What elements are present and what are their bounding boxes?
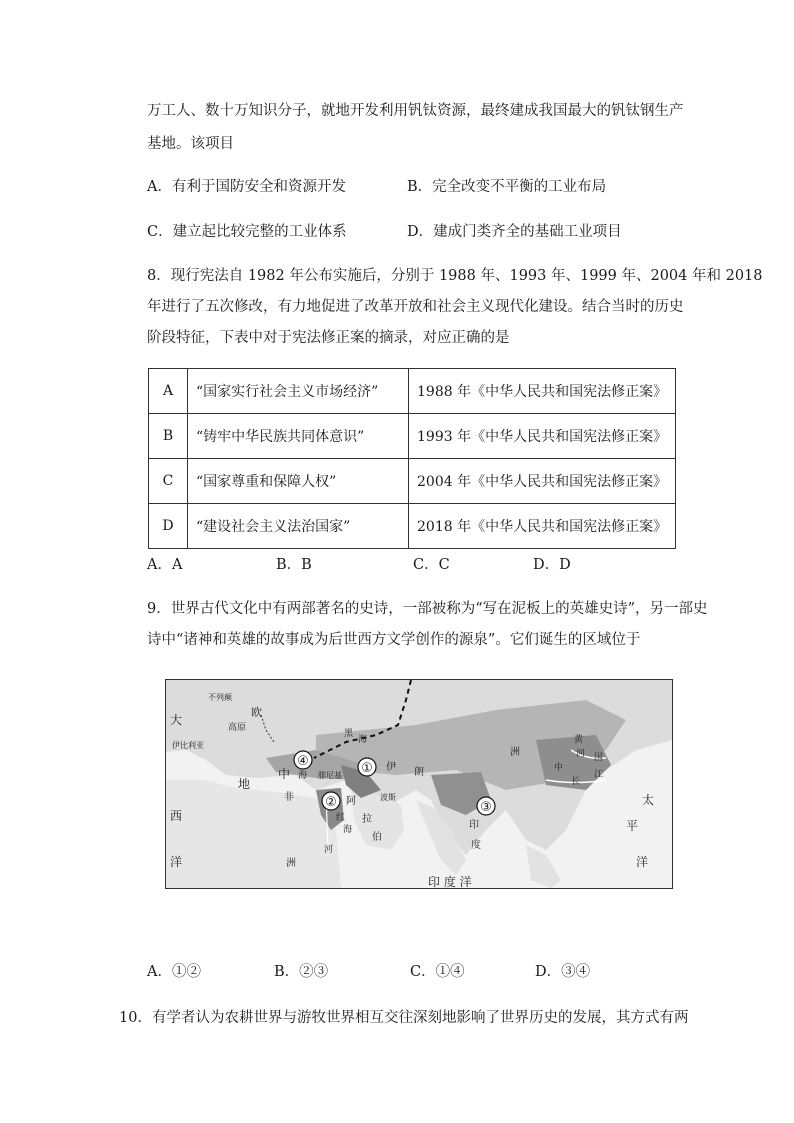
marker-4 — [294, 751, 312, 769]
label-yibiliya: 伊比利亚 — [172, 741, 204, 750]
label-yin: 印 — [469, 820, 479, 831]
amendment-table — [148, 368, 676, 549]
label-a: 阿 — [346, 796, 356, 807]
map-graphic — [166, 680, 672, 888]
q8-option-c[interactable]: C．C — [413, 557, 450, 573]
label-di: 地 — [238, 777, 251, 791]
label-yi: 伊 — [386, 762, 396, 773]
row-content: “国家实行社会主义市场经济” — [188, 369, 409, 414]
label-huang: 黄 — [574, 735, 584, 745]
label-zhong: 中 — [278, 767, 291, 781]
q10-stem-line1: 10．有学者认为农耕世界与游牧世界相互交往深刻地影响了世界历史的发展，其方式有两 — [119, 1010, 689, 1026]
label-hai: 海 — [298, 771, 308, 781]
q9-option-b[interactable]: B．②③ — [274, 964, 329, 980]
label-he2: 河 — [576, 749, 586, 759]
q8-stem-line2: 年进行了五次修改，有力地促进了改革开放和社会主义现代化建设。结合当时的历史 — [147, 299, 684, 315]
row-amendment: 1988 年《中华人民共和国宪法修正案》 — [409, 369, 676, 414]
label-he: 河 — [324, 845, 334, 855]
label-jiang: 江 — [594, 770, 604, 780]
label-yang2: 洋 — [636, 855, 649, 869]
q7-option-a[interactable]: A．有利于国防安全和资源开发 — [147, 179, 346, 195]
label-zhong2: 中 — [554, 763, 564, 773]
svg-text:③: ③ — [480, 800, 492, 815]
row-content: “建设社会主义法治国家” — [188, 504, 409, 549]
label-bosi: 波斯 — [380, 793, 396, 802]
svg-text:②: ② — [325, 795, 337, 810]
row-key: C — [149, 459, 188, 504]
label-gaoyuan: 高原 — [228, 723, 247, 733]
label-fei: 非 — [284, 792, 294, 803]
label-hai2: 海 — [358, 735, 368, 745]
row-key: B — [149, 414, 188, 459]
row-key: A — [149, 369, 188, 414]
ancient-civilizations-map — [165, 679, 673, 889]
svg-text:①: ① — [361, 761, 373, 776]
marker-2 — [322, 792, 340, 810]
q9-option-d[interactable]: D．③④ — [535, 964, 591, 980]
q7-text-line1: 万工人、数十万知识分子，就地开发利用钒钛资源，最终建成我国最大的钒钛钢生产 — [147, 103, 684, 119]
label-lang: 朗 — [414, 767, 424, 778]
q9-stem-line2: 诗中“诸神和英雄的故事成为后世西方文学创作的源泉”。它们诞生的区域位于 — [147, 632, 641, 648]
label-yinduyang: 印 度 洋 — [428, 875, 472, 888]
label-zhou: 洲 — [286, 858, 296, 869]
row-key: D — [149, 504, 188, 549]
label-bulieding: 不列颠 — [208, 693, 232, 702]
label-hei: 黑 — [344, 729, 354, 739]
q7-option-d[interactable]: D．建成门类齐全的基础工业项目 — [407, 224, 622, 240]
table-row — [149, 504, 676, 549]
label-yang: 洋 — [170, 855, 183, 869]
svg-text:④: ④ — [297, 754, 309, 769]
label-chang: 长 — [571, 777, 581, 787]
q7-option-b[interactable]: B．完全改变不平衡的工业布局 — [407, 179, 607, 195]
q9-stem-line1: 9．世界古代文化中有两部著名的史诗，一部被称为“写在泥板上的英雄史诗”，另一部史 — [147, 601, 708, 617]
table-row — [149, 414, 676, 459]
label-la: 拉 — [362, 814, 372, 825]
marker-1 — [358, 758, 376, 776]
label-hong: 红 — [336, 813, 346, 823]
label-yazhou: 洲 — [510, 747, 520, 758]
label-ping: 平 — [626, 819, 639, 833]
q8-option-a[interactable]: A．A — [147, 557, 183, 573]
row-amendment: 2018 年《中华人民共和国宪法修正案》 — [409, 504, 676, 549]
label-bo: 伯 — [372, 832, 382, 843]
label-da: 大 — [170, 713, 183, 727]
label-guo: 国 — [594, 753, 604, 763]
marker-3 — [477, 797, 495, 815]
label-ou: 欧 — [251, 706, 262, 719]
label-feinijisu: 腓尼基 — [318, 771, 342, 780]
row-content: “国家尊重和保障人权” — [188, 459, 409, 504]
q8-option-b[interactable]: B．B — [276, 557, 312, 573]
q8-stem-line3: 阶段特征，下表中对于宪法修正案的摘录，对应正确的是 — [147, 330, 510, 346]
table-row — [149, 369, 676, 414]
label-tai: 太 — [642, 793, 655, 807]
q8-option-d[interactable]: D．D — [533, 557, 571, 573]
q7-text-line2: 基地。该项目 — [147, 136, 234, 152]
row-content: “铸牢中华民族共同体意识” — [188, 414, 409, 459]
label-hai3: 海 — [343, 825, 353, 835]
q9-option-c[interactable]: C．①④ — [410, 964, 465, 980]
q7-option-c[interactable]: C．建立起比较完整的工业体系 — [147, 224, 347, 240]
label-xi: 西 — [170, 809, 183, 823]
row-amendment: 1993 年《中华人民共和国宪法修正案》 — [409, 414, 676, 459]
q8-stem-line1: 8．现行宪法自 1982 年公布实施后，分别于 1988 年、1993 年、1999 年、2004 年和 2018 — [147, 268, 763, 284]
table-row — [149, 459, 676, 504]
label-du: 度 — [471, 840, 481, 851]
row-amendment: 2004 年《中华人民共和国宪法修正案》 — [409, 459, 676, 504]
q9-option-a[interactable]: A．①② — [147, 964, 201, 980]
